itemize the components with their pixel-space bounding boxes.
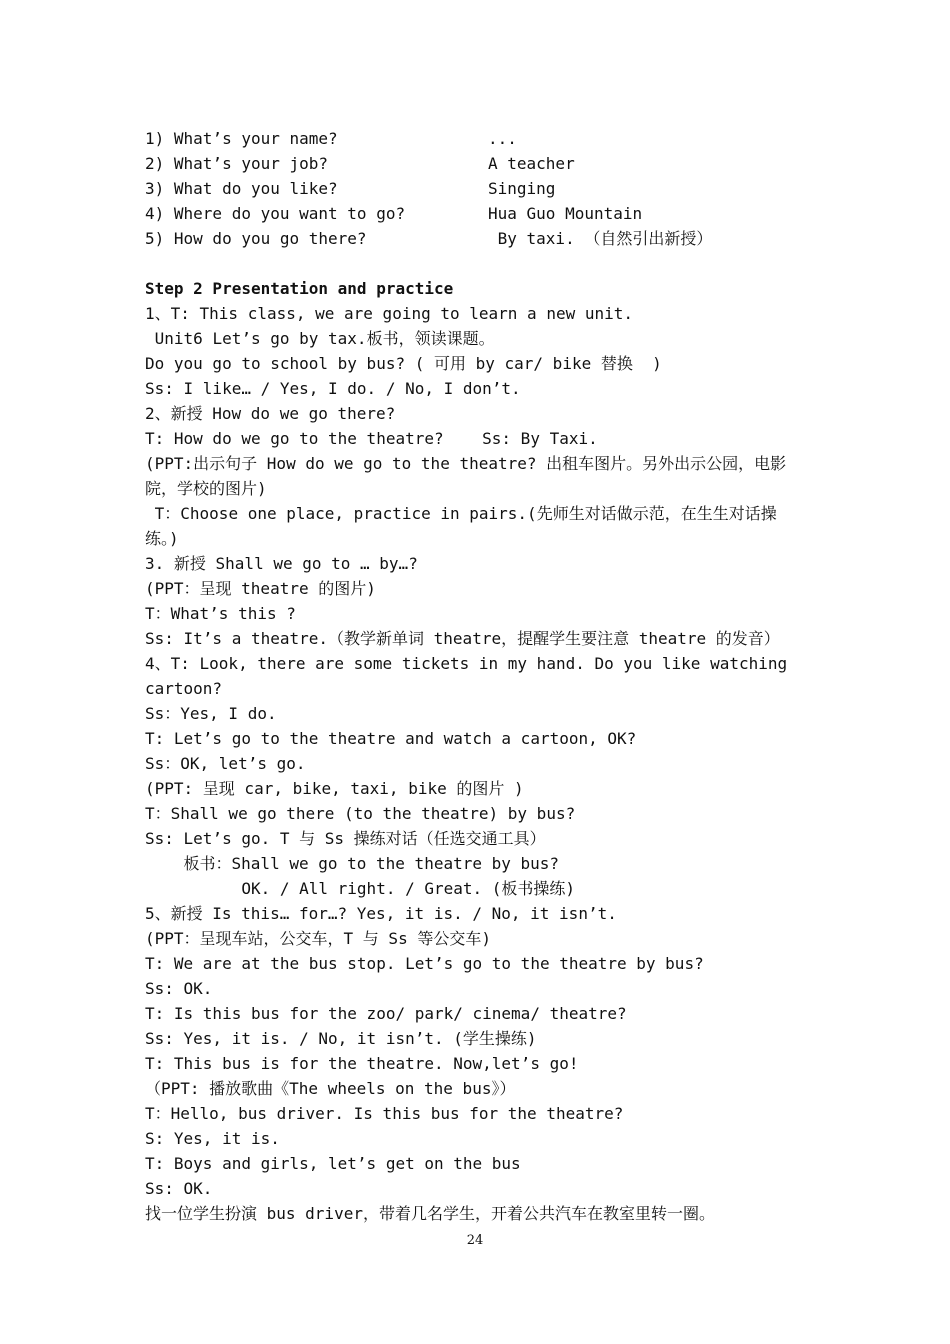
text-line: Ss: OK. — [145, 979, 213, 998]
text-line: (PPT：呈现车站，公交车，T 与 Ss 等公交车) — [145, 929, 491, 948]
text-line: T: Is this bus for the zoo/ park/ cinema/ theatre? — [145, 1004, 627, 1023]
answer-text: Singing — [488, 179, 556, 198]
text-line: （PPT: 播放歌曲《The wheels on the bus》） — [145, 1079, 516, 1098]
text-line: 2、新授 How do we go there? — [145, 404, 396, 423]
text-line: Do you go to school by bus? ( 可用 by car/ bike 替换 ) — [145, 354, 662, 373]
text-line: T：Choose one place, practice in pairs.(先师生对话做示范，在生生对话操练。) — [145, 504, 777, 548]
text-line: Ss: It’s a theatre.（教学新单词 theatre，提醒学生要注意 theatre 的发音） — [145, 629, 780, 648]
text-line: T: Boys and girls, let’s get on the bus — [145, 1154, 521, 1173]
text-line: 5、新授 Is this… for…? Yes, it is. / No, it isn’t. — [145, 904, 617, 923]
text-line: 找一位学生扮演 bus driver，带着几名学生，开着公共汽车在教室里转一圈。 — [145, 1204, 715, 1223]
text-line: S: Yes, it is. — [145, 1129, 280, 1148]
warm-up-qa-list — [145, 126, 845, 251]
text-line: T：Hello, bus driver. Is this bus for the theatre? — [145, 1104, 624, 1123]
text-line: (PPT: 呈现 car, bike, taxi, bike 的图片 ) — [145, 779, 524, 798]
text-line: Ss：OK, let’s go. — [145, 754, 306, 773]
answer-text: ... — [488, 129, 517, 148]
text-line: Unit6 Let’s go by tax.板书，领读课题。 — [145, 329, 495, 348]
lesson-body — [145, 276, 810, 1226]
qa-row — [145, 126, 845, 151]
text-line: T: How do we go to the theatre? Ss: By Taxi. — [145, 429, 598, 448]
question-text: 2) What’s your job? — [145, 154, 329, 173]
text-line: OK. / All right. / Great. (板书操练) — [145, 879, 576, 898]
answer-text: A teacher — [488, 154, 575, 173]
qa-row — [145, 151, 845, 176]
page-number: 24 — [466, 1233, 484, 1248]
text-line: 1、T: This class, we are going to learn a new unit. — [145, 304, 634, 323]
text-line: Ss: OK. — [145, 1179, 213, 1198]
qa-row — [145, 201, 845, 226]
qa-row — [145, 176, 845, 201]
text-line: Ss：Yes, I do. — [145, 704, 277, 723]
text-line: T：What’s this ? — [145, 604, 296, 623]
question-text: 5) How do you go there? — [145, 229, 367, 248]
text-line: Ss: Let’s go. T 与 Ss 操练对话（任选交通工具） — [145, 829, 546, 848]
text-line: (PPT:出示句子 How do we go to the theatre? 出租车图片。另外出示公园，电影院，学校的图片) — [145, 454, 787, 498]
answer-text: By taxi. （自然引出新授） — [488, 229, 713, 248]
question-text: 1) What’s your name? — [145, 129, 338, 148]
text-line: T: We are at the bus stop. Let’s go to the theatre by bus? — [145, 954, 704, 973]
text-line: Ss: I like… / Yes, I do. / No, I don’t. — [145, 379, 521, 398]
text-line: (PPT：呈现 theatre 的图片) — [145, 579, 376, 598]
text-line: T：Shall we go there (to the theatre) by bus? — [145, 804, 576, 823]
qa-row — [145, 226, 845, 251]
question-text: 4) Where do you want to go? — [145, 204, 406, 223]
text-line: T: This bus is for the theatre. Now,let’s go! — [145, 1054, 579, 1073]
section-heading: Step 2 Presentation and practice — [145, 279, 454, 298]
text-line: T: Let’s go to the theatre and watch a cartoon, OK? — [145, 729, 637, 748]
text-line: 4、T: Look, there are some tickets in my hand. Do you like watching cartoon? — [145, 654, 797, 698]
text-line: 板书：Shall we go to the theatre by bus? — [145, 854, 560, 873]
question-text: 3) What do you like? — [145, 179, 338, 198]
answer-text: Hua Guo Mountain — [488, 204, 643, 223]
text-line: 3. 新授 Shall we go to … by…? — [145, 554, 418, 573]
text-line: Ss: Yes, it is. / No, it isn’t. (学生操练) — [145, 1029, 537, 1048]
